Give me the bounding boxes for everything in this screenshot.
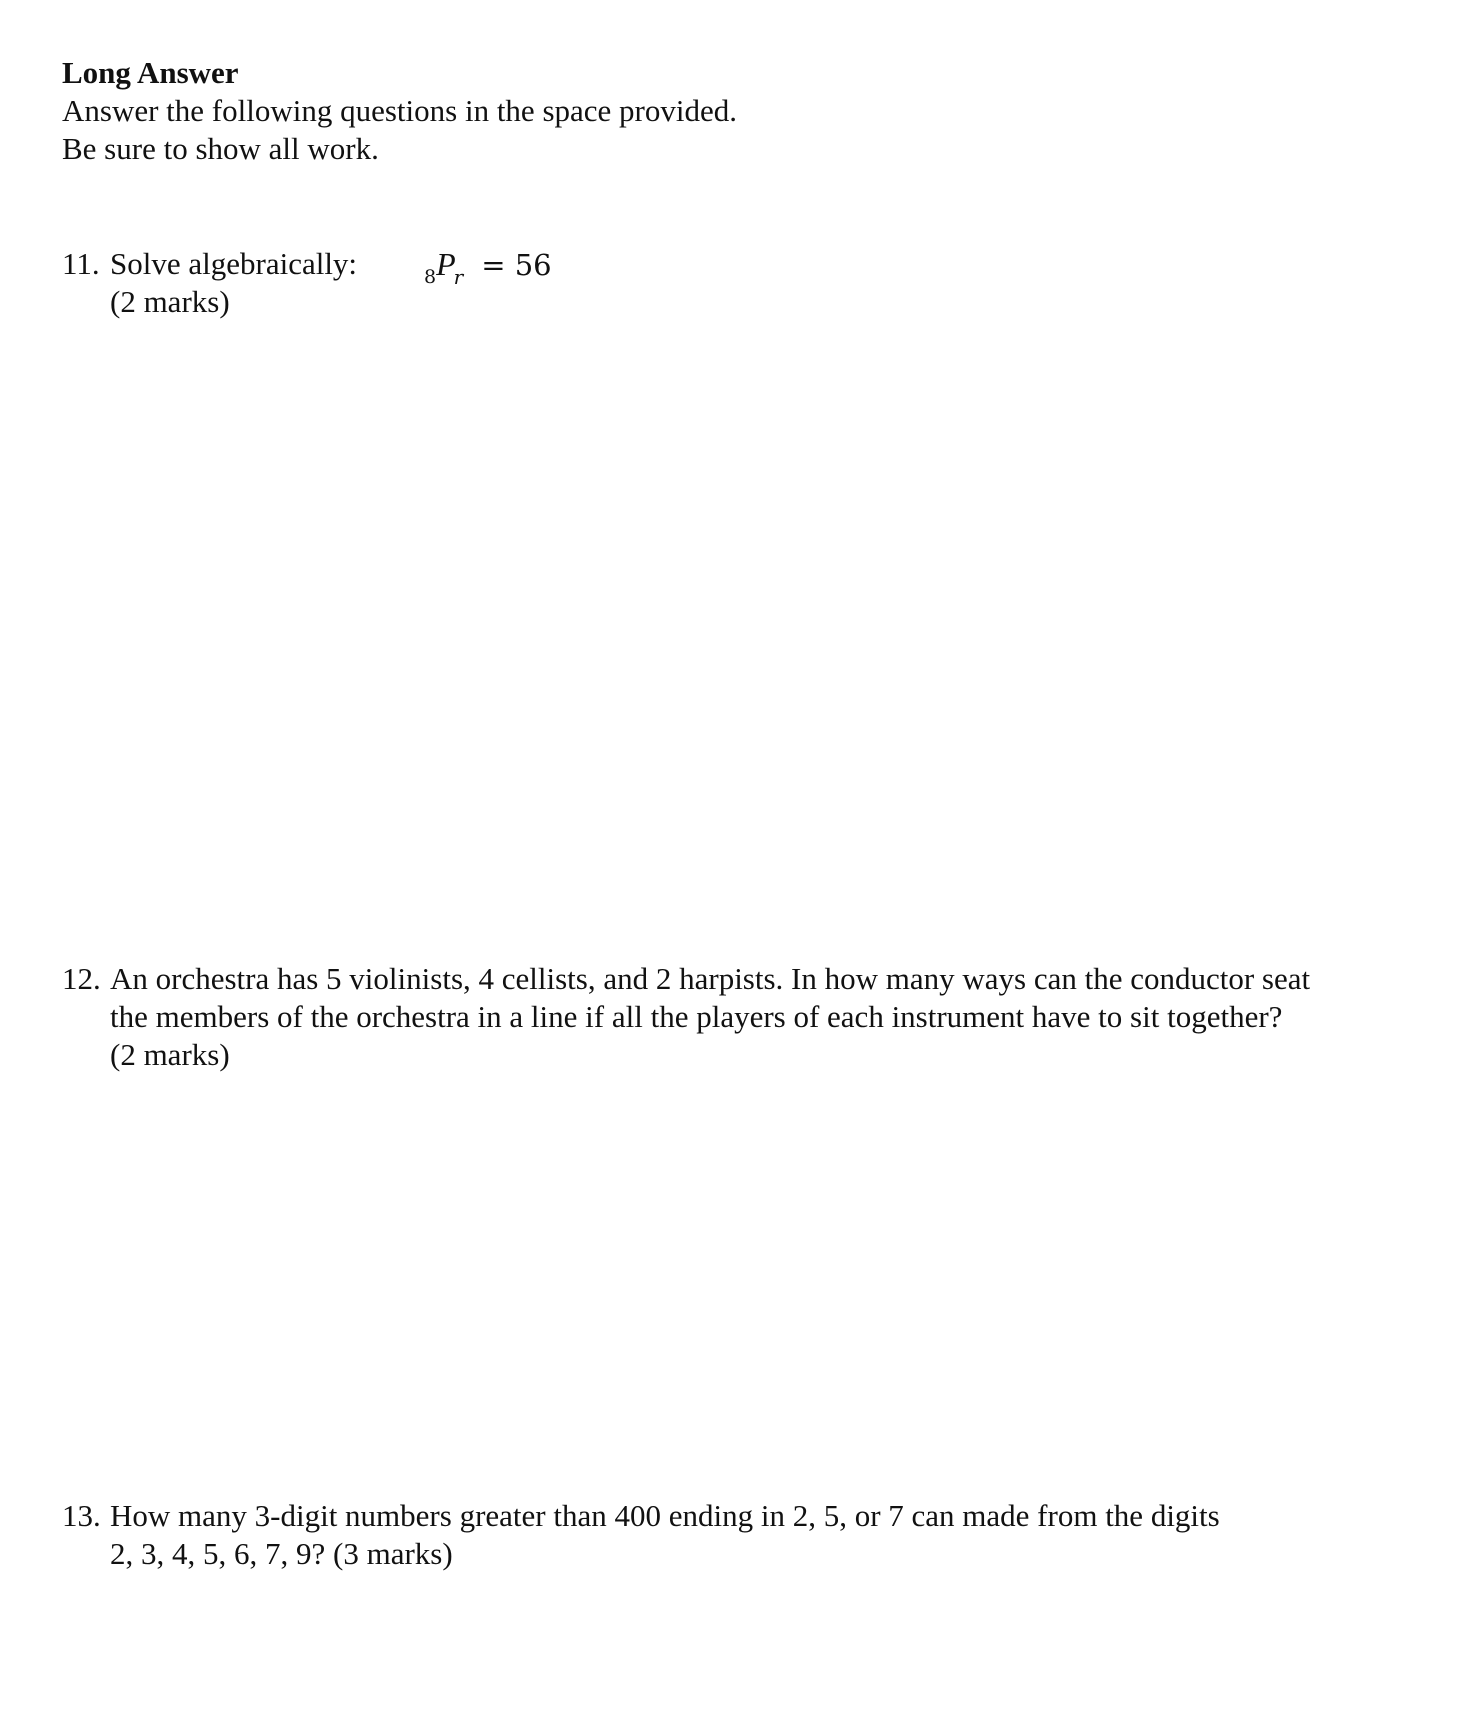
question-number: 11. — [62, 246, 100, 281]
question-number: 12. — [62, 961, 101, 996]
question-marks: (2 marks) — [110, 1037, 230, 1072]
question-12 — [62, 960, 1310, 998]
permutation-equation — [424, 245, 552, 288]
equation-symbol: P — [436, 246, 456, 282]
question-text-continued: the members of the orchestra in a line if all the players of each instrument have to sit together? — [110, 999, 1283, 1034]
equation-right-subscript: r — [453, 265, 464, 289]
question-marks: (2 marks) — [110, 284, 230, 319]
equation-rhs: = 56 — [481, 248, 552, 282]
question-text: An orchestra has 5 violinists, 4 cellists, and 2 harpists. In how many ways can the conductor seat — [110, 961, 1311, 996]
question-11 — [62, 245, 357, 283]
instruction-line-2: Be sure to show all work. — [62, 131, 379, 166]
equation-left-subscript: 8 — [424, 266, 437, 288]
question-13 — [62, 1497, 1220, 1535]
question-text: How many 3-digit numbers greater than 400 ending in 2, 5, or 7 can made from the digits — [110, 1498, 1220, 1533]
question-text-continued: 2, 3, 4, 5, 6, 7, 9? (3 marks) — [110, 1536, 453, 1571]
instruction-line-1: Answer the following questions in the space provided. — [62, 93, 737, 128]
question-number: 13. — [62, 1498, 101, 1533]
section-title: Long Answer — [62, 55, 239, 90]
question-text: Solve algebraically: — [110, 246, 358, 281]
